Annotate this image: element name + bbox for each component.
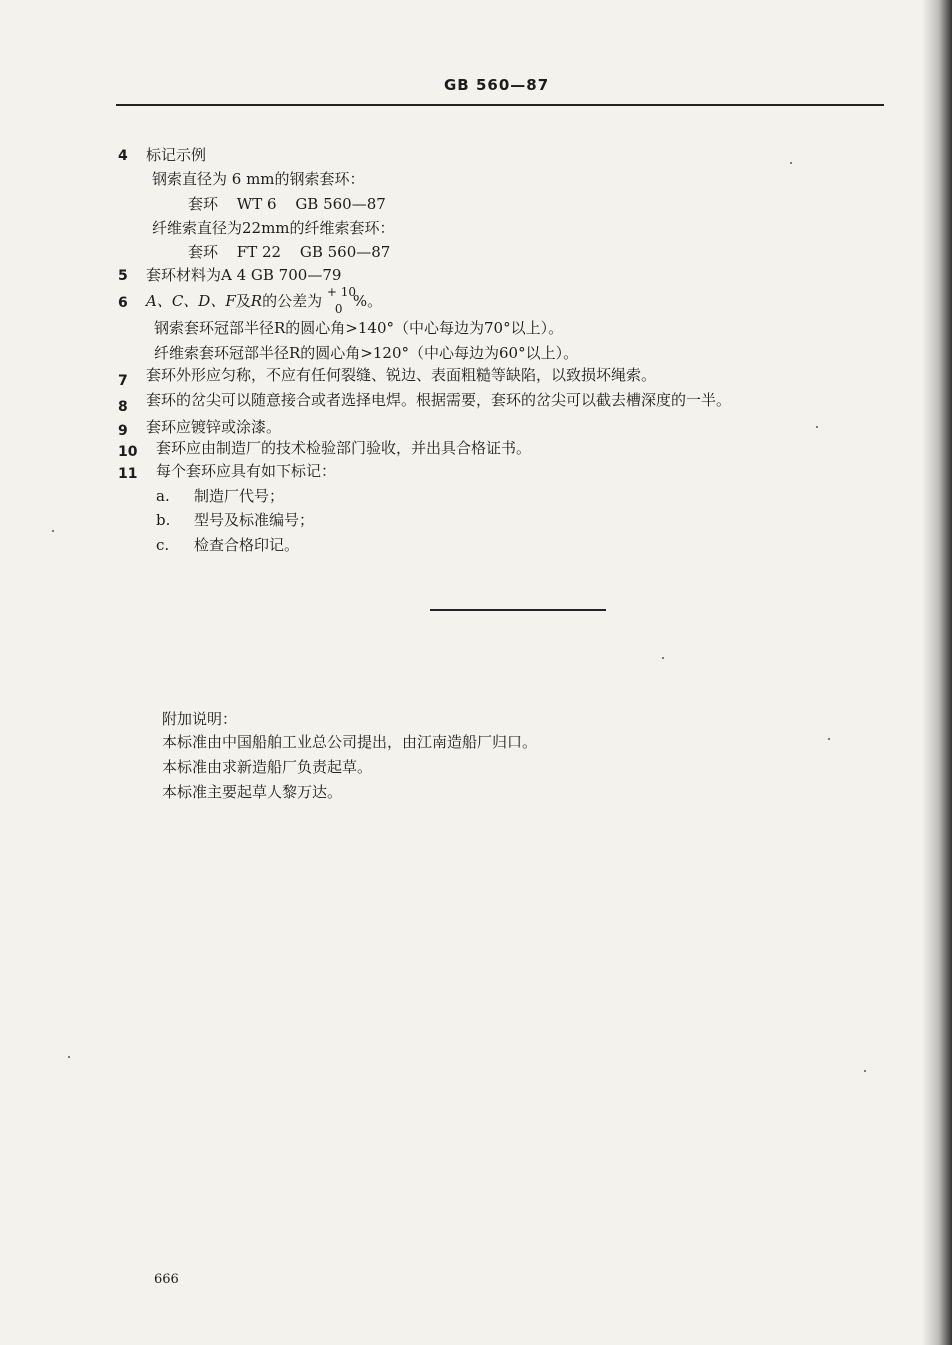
scan-edge-shadow bbox=[922, 0, 952, 1345]
item-11-text: 每个套环应具有如下标记： bbox=[156, 462, 337, 480]
tolerance-symbols: A、C、D、F bbox=[146, 292, 236, 310]
subitem-text: 检查合格印记。 bbox=[194, 536, 300, 554]
scan-speck bbox=[52, 530, 54, 532]
subitem-label: c. bbox=[156, 536, 170, 554]
subitem-label: a. bbox=[156, 487, 170, 505]
standard-code-header: GB 560—87 bbox=[444, 76, 550, 94]
item-4-title: 标记示例 bbox=[146, 146, 207, 164]
item-number: 6 bbox=[118, 295, 128, 311]
item-9-text: 套环应镀锌或涂漆。 bbox=[146, 418, 282, 436]
item-6-fiber-angle: 纤维索套环冠部半径R的圆心角>120°（中心每边为60°以上）。 bbox=[154, 344, 579, 362]
scan-speck bbox=[662, 657, 664, 659]
scan-speck bbox=[68, 1056, 70, 1058]
item-5-text: 套环材料为A 4 GB 700—79 bbox=[146, 266, 342, 284]
item-number: 4 bbox=[118, 148, 128, 164]
tolerance-value bbox=[326, 285, 356, 316]
item-number: 9 bbox=[118, 423, 128, 439]
example-1-description: 钢索直径为 6 mm的钢索套环： bbox=[152, 170, 365, 188]
subitem-b bbox=[156, 511, 314, 529]
notes-line: 本标准由中国船舶工业总公司提出，由江南造船厂归口。 bbox=[162, 733, 538, 751]
item-6-steel-angle: 钢索套环冠部半径R的圆心角>140°（中心每边为70°以上）。 bbox=[154, 319, 564, 337]
subitem-c bbox=[156, 536, 299, 554]
subitem-label: b. bbox=[156, 511, 171, 529]
tolerance-upper: + 10 bbox=[326, 285, 356, 299]
header-divider bbox=[116, 104, 884, 106]
item-6-text bbox=[146, 285, 383, 316]
notes-line: 本标准由求新造船厂负责起草。 bbox=[162, 758, 373, 776]
example-code-part: GB 560—87 bbox=[299, 243, 391, 261]
item-7-text: 套环外形应匀称，不应有任何裂缝、锐边、表面粗糙等缺陷，以致损坏绳索。 bbox=[146, 366, 657, 384]
subitem-text: 制造厂代号； bbox=[194, 487, 285, 505]
item-10-text: 套环应由制造厂的技术检验部门验收，并出具合格证书。 bbox=[156, 439, 532, 457]
page-number: 666 bbox=[154, 1272, 179, 1287]
scan-speck bbox=[816, 426, 818, 428]
example-1-code bbox=[188, 195, 386, 213]
example-code-part: 套环 bbox=[188, 243, 219, 261]
notes-line: 本标准主要起草人黎万达。 bbox=[162, 783, 343, 801]
tolerance-lower: 0 bbox=[334, 302, 343, 316]
example-code-part: GB 560—87 bbox=[295, 195, 386, 213]
notes-title: 附加说明： bbox=[162, 710, 238, 728]
example-2-code bbox=[188, 243, 390, 261]
subitem-text: 型号及标准编号； bbox=[194, 511, 315, 529]
item-number: 5 bbox=[118, 268, 128, 284]
scan-speck bbox=[864, 1070, 866, 1072]
example-2-description: 纤维索直径为22mm的纤维索套环： bbox=[152, 219, 395, 237]
radius-symbol: R bbox=[250, 292, 263, 310]
subitem-a bbox=[156, 487, 284, 505]
tolerance-label: 的公差为 bbox=[262, 292, 323, 310]
example-code-part: WT 6 bbox=[236, 195, 277, 213]
example-code-part: 套环 bbox=[188, 195, 219, 213]
item-number: 11 bbox=[118, 466, 138, 482]
example-code-part: FT 22 bbox=[236, 243, 282, 261]
item-number: 7 bbox=[118, 373, 128, 389]
section-divider bbox=[430, 609, 606, 611]
scan-speck bbox=[790, 162, 792, 164]
conjunction: 及 bbox=[235, 292, 251, 310]
item-8-text: 套环的岔尖可以随意接合或者选择电焊。根据需要，套环的岔尖可以截去槽深度的一半。 bbox=[146, 391, 732, 409]
item-number: 10 bbox=[118, 444, 138, 460]
item-number: 8 bbox=[118, 399, 128, 415]
scan-speck bbox=[828, 738, 830, 740]
tolerance-unit: %。 bbox=[352, 292, 383, 310]
